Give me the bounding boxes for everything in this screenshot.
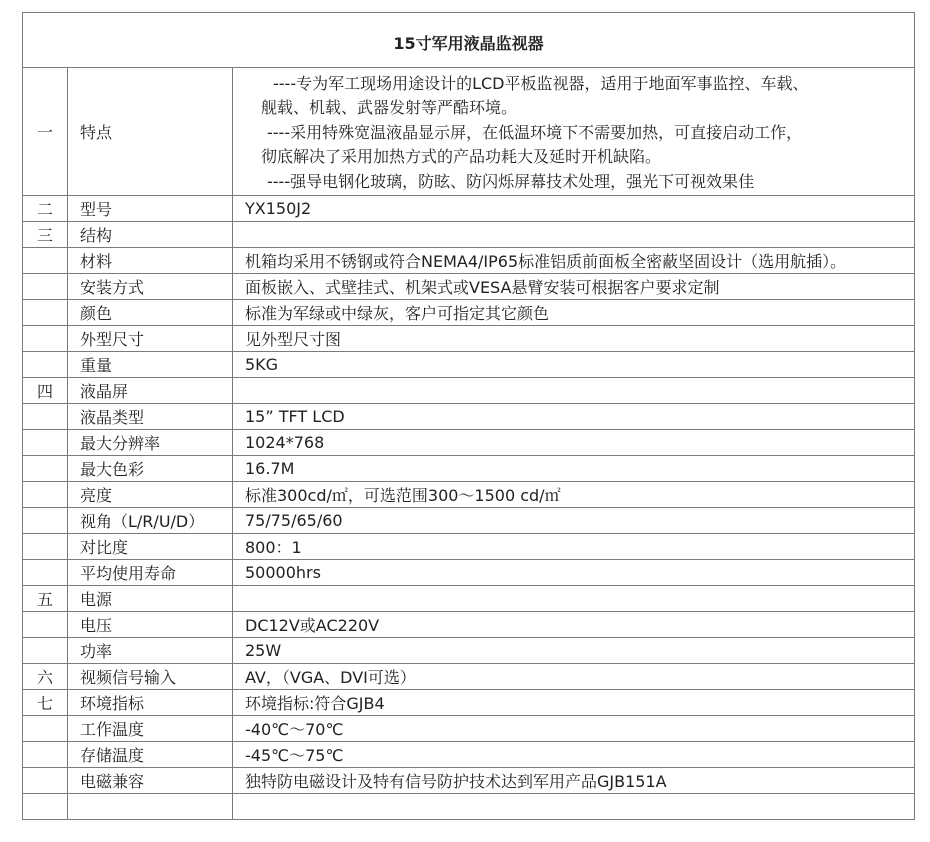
table-row — [23, 638, 915, 664]
spec-name: 重量 — [68, 352, 233, 378]
feature-line: 彻底解决了采用加热方式的产品功耗大及延时开机缺陷。 — [261, 147, 662, 167]
table-row — [23, 248, 915, 274]
spec-value: -40℃～70℃ — [233, 716, 915, 742]
spec-name: 最大色彩 — [68, 456, 233, 482]
table-row — [23, 690, 915, 716]
section-number: 四 — [23, 378, 68, 404]
section-number — [23, 742, 68, 768]
table-row — [23, 664, 915, 690]
spec-name: 对比度 — [68, 534, 233, 560]
section-number — [23, 534, 68, 560]
spec-name: 型号 — [68, 196, 233, 222]
spec-name: 结构 — [68, 222, 233, 248]
spec-name: 工作温度 — [68, 716, 233, 742]
section-number — [23, 326, 68, 352]
section-number — [23, 404, 68, 430]
section-number — [23, 768, 68, 794]
section-number: 五 — [23, 586, 68, 612]
section-number — [23, 482, 68, 508]
section-number: 二 — [23, 196, 68, 222]
table-row — [23, 508, 915, 534]
spec-name: 电源 — [68, 586, 233, 612]
spec-value: 环境指标:符合GJB4 — [233, 690, 915, 716]
spec-value: 面板嵌入、式壁挂式、机架式或VESA悬臂安装可根据客户要求定制 — [233, 274, 915, 300]
spec-name: 存储温度 — [68, 742, 233, 768]
spec-value: 800：1 — [233, 534, 915, 560]
table-row — [23, 534, 915, 560]
section-number — [23, 508, 68, 534]
spec-value — [233, 794, 915, 820]
spec-name: 亮度 — [68, 482, 233, 508]
spec-value: 1024*768 — [233, 430, 915, 456]
spec-name: 功率 — [68, 638, 233, 664]
spec-value: 25W — [233, 638, 915, 664]
spec-value: 16.7M — [233, 456, 915, 482]
spec-value: AV，（VGA、DVI可选） — [233, 664, 915, 690]
section-number — [23, 560, 68, 586]
feature-line: 舰载、机载、武器发射等严酷环境。 — [261, 98, 518, 118]
table-row — [23, 222, 915, 248]
feature-row — [23, 68, 915, 196]
table-row — [23, 742, 915, 768]
section-number — [23, 794, 68, 820]
spec-name: 液晶屏 — [68, 378, 233, 404]
spec-value: 75/75/65/60 — [233, 508, 915, 534]
spec-value: 机箱均采用不锈钢或符合NEMA4/IP65标准铝质前面板全密蔽坚固设计（选用航插）。 — [233, 248, 915, 274]
spec-value: -45℃～75℃ — [233, 742, 915, 768]
table-row — [23, 404, 915, 430]
spec-name: 最大分辨率 — [68, 430, 233, 456]
table-row — [23, 300, 915, 326]
section-number: 七 — [23, 690, 68, 716]
title-row — [23, 13, 915, 68]
section-number — [23, 352, 68, 378]
spec-name: 材料 — [68, 248, 233, 274]
feature-line: ----专为军工现场用途设计的LCD平板监视器，适用于地面军事监控、车载、 — [273, 73, 809, 93]
spec-value: 5KG — [233, 352, 915, 378]
feature-line: ----强导电钢化玻璃，防眩、防闪烁屏幕技术处理，强光下可视效果佳 — [267, 171, 755, 191]
table-row — [23, 716, 915, 742]
spec-name: 视角（L/R/U/D） — [68, 508, 233, 534]
table-row — [23, 274, 915, 300]
spec-value: 15” TFT LCD — [233, 404, 915, 430]
spec-table — [22, 12, 915, 820]
table-row — [23, 352, 915, 378]
table-row — [23, 378, 915, 404]
spec-name: 特点 — [68, 68, 233, 196]
spec-name: 视频信号输入 — [68, 664, 233, 690]
table-row — [23, 456, 915, 482]
table-row — [23, 612, 915, 638]
spec-value: 独特防电磁设计及特有信号防护技术达到军用产品GJB151A — [233, 768, 915, 794]
spec-value: 见外型尺寸图 — [233, 326, 915, 352]
spec-name: 环境指标 — [68, 690, 233, 716]
table-row — [23, 768, 915, 794]
spec-name — [68, 794, 233, 820]
spec-name: 液晶类型 — [68, 404, 233, 430]
section-number — [23, 638, 68, 664]
spec-value — [233, 378, 915, 404]
section-number — [23, 612, 68, 638]
table-row — [23, 430, 915, 456]
spec-name: 颜色 — [68, 300, 233, 326]
spec-value — [233, 586, 915, 612]
spec-name: 电磁兼容 — [68, 768, 233, 794]
table-row — [23, 326, 915, 352]
section-number — [23, 430, 68, 456]
spec-value: YX150J2 — [233, 196, 915, 222]
spec-value: 标准为军绿或中绿灰，客户可指定其它颜色 — [233, 300, 915, 326]
table-row — [23, 586, 915, 612]
spec-name: 外型尺寸 — [68, 326, 233, 352]
table-row — [23, 794, 915, 820]
table-title: 15寸军用液晶监视器 — [23, 13, 915, 68]
section-number: 三 — [23, 222, 68, 248]
feature-line: ----采用特殊宽温液晶显示屏，在低温环境下不需要加热，可直接启动工作， — [267, 122, 803, 142]
table-row — [23, 482, 915, 508]
spec-value — [233, 222, 915, 248]
spec-name: 电压 — [68, 612, 233, 638]
table-row — [23, 560, 915, 586]
section-number — [23, 274, 68, 300]
section-number — [23, 300, 68, 326]
section-number — [23, 456, 68, 482]
spec-value: DC12V或AC220V — [233, 612, 915, 638]
spec-name: 平均使用寿命 — [68, 560, 233, 586]
table-row — [23, 196, 915, 222]
section-number: 六 — [23, 664, 68, 690]
section-number — [23, 248, 68, 274]
section-number — [23, 716, 68, 742]
spec-value: 标准300cd/㎡，可选范围300～1500 cd/㎡ — [233, 482, 915, 508]
feature-text — [233, 68, 915, 196]
spec-value: 50000hrs — [233, 560, 915, 586]
spec-name: 安装方式 — [68, 274, 233, 300]
section-number: 一 — [23, 68, 68, 196]
